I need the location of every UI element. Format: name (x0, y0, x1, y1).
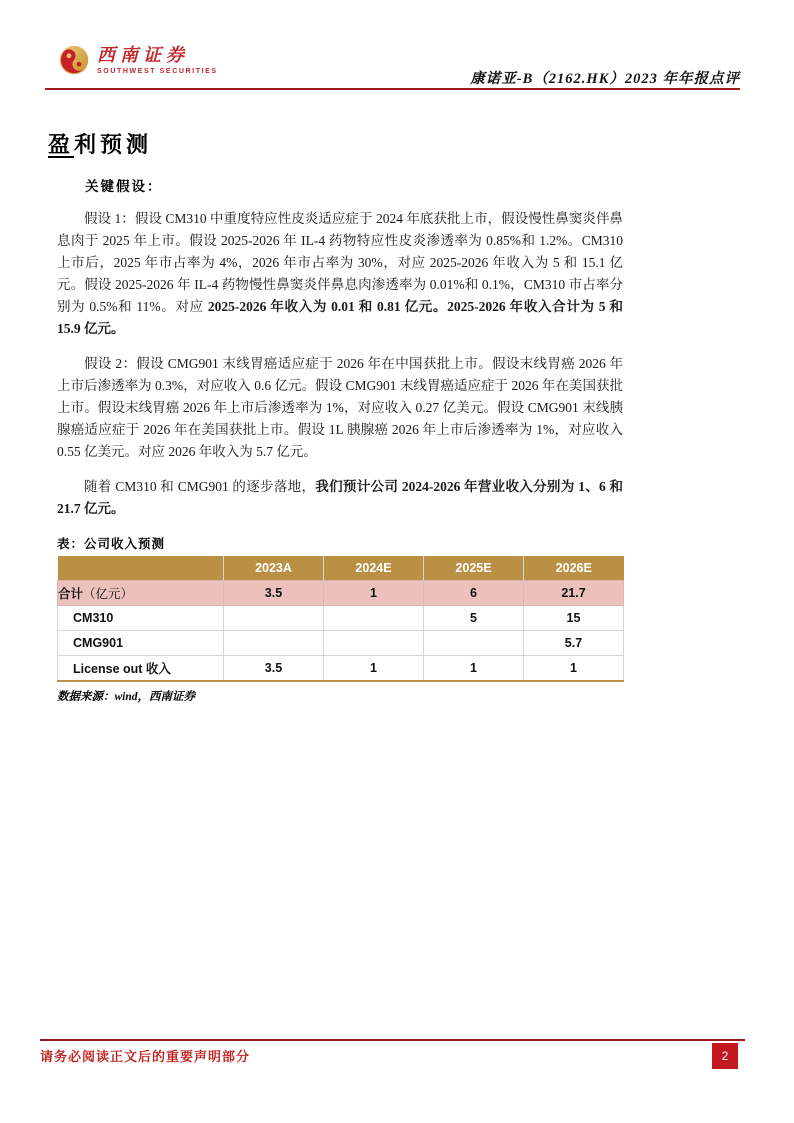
table-caption: 表：公司收入预测 (57, 537, 166, 551)
column-header-2023a: 2023A (224, 556, 324, 581)
row-label: CM310 (58, 606, 224, 631)
column-header-2026e: 2026E (524, 556, 624, 581)
table-cell (324, 631, 424, 656)
table-row-cm310 (58, 606, 624, 631)
table-cell: 3.5 (224, 581, 324, 606)
row-label-text: 合计 (58, 587, 84, 601)
page-number-badge: 2 (712, 1043, 738, 1069)
paragraph-text: 随着 CM310 和 CMG901 的逐步落地， (84, 479, 316, 494)
forecast-summary-paragraph (57, 476, 623, 520)
table-cell (424, 631, 524, 656)
table-cell (224, 606, 324, 631)
table-cell: 6 (424, 581, 524, 606)
subsection-title: 关键假设： (85, 179, 163, 194)
table-cell: 3.5 (224, 656, 324, 682)
paragraph-bold-text: 我们预计公司 2024-2026 年营业收入分别为 1、6 和 21.7 亿元。 (57, 479, 623, 516)
southwest-securities-logo-icon (59, 45, 89, 75)
brand-name-english: SOUTHWEST SECURITIES (97, 68, 218, 75)
table-row-license-out (58, 656, 624, 682)
paragraph-bold-text: 2025-2026 年收入为 0.01 和 0.81 亿元。2025-2026 年收入合计为 5 和 15.9 亿元。 (57, 299, 623, 336)
row-label-unit: （亿元） (83, 587, 134, 601)
table-cell (324, 606, 424, 631)
table-cell: 1 (324, 656, 424, 682)
table-header-row (58, 556, 624, 581)
row-label (58, 581, 224, 606)
column-header-blank (58, 556, 224, 581)
table-cell: 1 (424, 656, 524, 682)
brand-name-chinese: 西南证券 (97, 45, 189, 65)
content-column (48, 128, 623, 704)
assumption-paragraph-1 (57, 208, 623, 340)
row-label: CMG901 (58, 631, 224, 656)
report-title: 康诺亚-B（2162.HK）2023 年年报点评 (470, 71, 740, 87)
table-cell: 15 (524, 606, 624, 631)
paragraph-text: 假设 1：假设 CM310 中重度特应性皮炎适应症于 2024 年底获批上市，假设慢性鼻窦炎伴鼻息肉于 2025 年上市。假设 2025-2026 年 IL-4 药物特应性皮炎渗透率为 0.85%和 1.2%。CM310 上市后，2025 年市占率为 4%，2026 年市占率为 30%，对应 2025-2026 年收入为 5 和 15.1 亿元。假设 2025-2026 年 IL-4 药物慢性鼻窦炎伴鼻息肉渗透率为 0.01%和 0.1%，CM310 市占率分别为 0.5%和 11%。对应 (57, 211, 623, 314)
table-cell: 5 (424, 606, 524, 631)
row-label: License out 收入 (58, 656, 224, 682)
column-header-2025e: 2025E (424, 556, 524, 581)
brand-block (97, 46, 218, 75)
header-divider (45, 88, 740, 90)
section-title: 盈利预测 (48, 132, 153, 157)
table-cell: 1 (524, 656, 624, 682)
paragraph-text: 假设 2：假设 CMG901 末线胃癌适应症于 2026 年在中国获批上市。假设末线胃癌 2026 年上市后渗透率为 0.3%，对应收入 0.6 亿元。假设 CMG901 末线胃癌适应症于 2026 年在美国获批上市。假设末线胃癌 2026 年上市后渗透率为 1%，对应收入 0.27 亿美元。假设 CMG901 末线胰腺癌适应症于 2026 年在美国获批上市。假设 1L 胰腺癌 2026 年上市后渗透率为 1%，对应收入 0.55 亿美元。对应 2026 年收入为 5.7 亿元。 (57, 356, 623, 459)
table-row-cmg901 (58, 631, 624, 656)
footer-divider (40, 1039, 745, 1041)
table-cell: 5.7 (524, 631, 624, 656)
table-row-total (58, 581, 624, 606)
table-cell (224, 631, 324, 656)
table-cell: 21.7 (524, 581, 624, 606)
column-header-2024e: 2024E (324, 556, 424, 581)
footer-disclaimer: 请务必阅读正文后的重要声明部分 (40, 1049, 251, 1064)
table-data-source: 数据来源：wind，西南证券 (57, 691, 196, 703)
assumption-paragraph-2 (57, 353, 623, 463)
table-cell: 1 (324, 581, 424, 606)
revenue-forecast-table (57, 556, 624, 682)
